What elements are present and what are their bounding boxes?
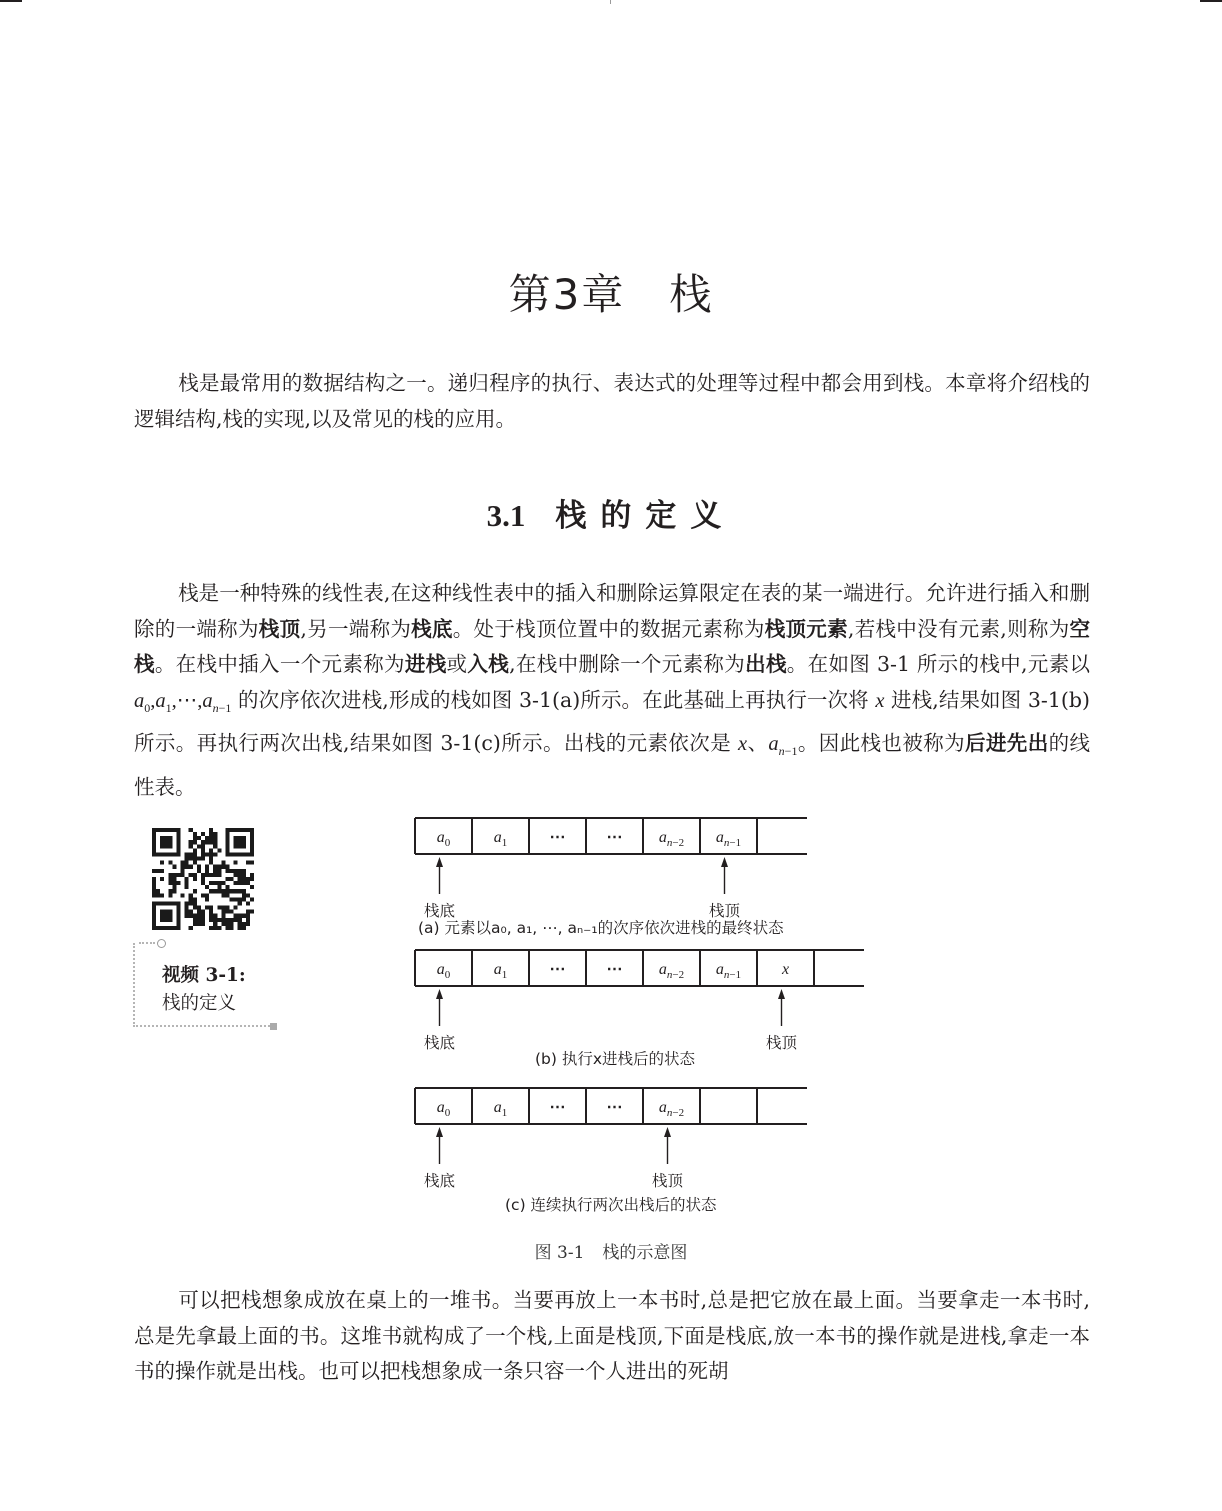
crop-mark-left	[0, 0, 22, 2]
stack-cell-label: ⋯	[549, 961, 566, 978]
divider	[139, 942, 155, 944]
text-run: 。在如图 3-1 所示的栈中,元素以	[786, 652, 1091, 676]
video-title: 栈的定义	[162, 993, 237, 1014]
stack-bottom-arrow-head	[436, 1127, 443, 1137]
text-run: ,在栈中删除一个元素称为	[509, 652, 746, 676]
figure-number: 图 3-1	[534, 1243, 585, 1263]
qr-code-icon[interactable]	[152, 828, 254, 930]
stack-cell-label: $a_1$	[493, 961, 508, 981]
text-run: 的线性表。	[134, 731, 1091, 799]
term-pop: 出栈	[745, 652, 787, 676]
decorative-dot	[157, 939, 166, 948]
intro-paragraph	[134, 366, 1090, 437]
stack-cell-label: $a_0$	[436, 829, 451, 849]
term-lifo: 后进先出	[965, 731, 1049, 756]
section-name: 栈的定义	[555, 498, 736, 534]
chapter-title	[0, 262, 1222, 322]
text-run: 进栈,结果如图 3-1(b)所示。再执行两次出栈,结果如图 3-1(c)所示。出栈的元素依次是	[134, 687, 1090, 756]
term-top-element: 栈顶元素	[764, 616, 848, 641]
stack-bottom-label: 栈底	[423, 1172, 456, 1190]
math-x: x	[875, 689, 885, 712]
stack-cell-label: x	[781, 961, 790, 978]
stack-bottom-arrow-head	[436, 857, 443, 867]
video-label: 视频 3-1:	[162, 965, 246, 986]
chapter-name: 栈	[669, 270, 714, 319]
stack-cell-label: ⋯	[606, 829, 623, 846]
text-run: 或	[446, 652, 468, 676]
term-push: 进栈	[404, 652, 447, 676]
stack-cell-label: $a_1$	[493, 1099, 508, 1119]
intro-text: 栈是最常用的数据结构之一。递归程序的执行、表达式的处理等过程中都会用到栈。本章将介绍栈的逻辑结构,栈的实现,以及常见的栈的应用。	[134, 371, 1090, 431]
stack-cell-label: $a_{n-1}$	[715, 829, 742, 849]
figure-caption	[0, 1238, 1222, 1263]
text-run: ,若栈中没有元素,则称为	[847, 616, 1070, 641]
stack-top-label: 栈顶	[765, 1034, 798, 1052]
stack-cell-label: ⋯	[549, 829, 566, 846]
term-empty-stack: 空栈	[134, 616, 1090, 676]
term-stack-bottom: 栈底	[411, 616, 453, 641]
term-stack-top: 栈顶	[258, 616, 301, 641]
text-run: 栈是一种特殊的线性表,在这种线性表中的插入和删除运算限定在表的某一端进行。允许进行插入和删除的一端称为	[134, 581, 1090, 641]
decorative-square	[270, 1023, 277, 1030]
stack-bottom-arrow-head	[436, 989, 443, 999]
panel-caption-a: (a) 元素以a₀, a₁, ⋯, aₙ₋₁的次序依次进栈的最终状态	[418, 919, 784, 937]
stack-cell-label: ⋯	[606, 1099, 623, 1116]
video-link-box[interactable]	[133, 943, 273, 1027]
stack-top-arrow-head	[778, 989, 785, 999]
text-run: 。处于栈顶位置中的数据元素称为	[452, 616, 765, 641]
stack-bottom-label: 栈底	[423, 902, 456, 920]
text-run: 。因此栈也被称为	[797, 731, 966, 756]
panel-caption-b: (b) 执行x进栈后的状态	[535, 1050, 696, 1068]
chapter-number: 3	[552, 270, 582, 319]
stack-cell-label: $a_0$	[436, 1099, 451, 1119]
term-push-alt: 入栈	[467, 652, 510, 676]
figure-title: 栈的示意图	[602, 1243, 688, 1263]
analogy-text: 可以把栈想象成放在桌上的一堆书。当要再放上一本书时,总是把它放在最上面。当要拿走一本书时,总是先拿最上面的书。这堆书就构成了一个栈,上面是栈顶,下面是栈底,放一本书的操作就是进栈,拿走一本书的操作就是出栈。也可以把栈想象成一条只容一个人进出的死胡	[134, 1288, 1090, 1383]
stack-cell-label: $a_{n-1}$	[715, 961, 742, 981]
analogy-paragraph	[134, 1283, 1090, 1390]
text-run: 、	[747, 731, 769, 756]
text-run: 的次序依次进栈,形成的栈如图 3-1(a)所示。在此基础上再执行一次将	[231, 687, 876, 712]
section-number: 3.1	[486, 498, 526, 533]
panel-caption-c: (c) 连续执行两次出栈后的状态	[505, 1196, 717, 1214]
chapter-prefix: 第	[508, 270, 553, 319]
math-x-2: x	[738, 733, 748, 756]
stack-cell-label: $a_{n-2}$	[658, 829, 685, 849]
stack-cell-label: $a_{n-2}$	[658, 1099, 685, 1119]
stack-cell-label: $a_0$	[436, 961, 451, 981]
stack-cell-label: $a_1$	[493, 829, 508, 849]
section-title	[0, 490, 1222, 535]
math-a-n-1: $a_{n-1}$	[768, 733, 798, 759]
math-sequence: $a_0,a_1,\cdots,a_{n-1}$	[134, 689, 232, 715]
stack-cell-label: ⋯	[606, 961, 623, 978]
crop-mark-center	[610, 0, 611, 4]
stack-cell-label: $a_{n-2}$	[658, 961, 685, 981]
stack-top-arrow-head	[721, 857, 728, 867]
chapter-suffix: 章	[581, 270, 626, 319]
stack-cell-label: ⋯	[549, 1099, 566, 1116]
stack-top-arrow-head	[664, 1127, 671, 1137]
stack-diagram	[400, 810, 870, 1220]
stack-bottom-label: 栈底	[423, 1034, 456, 1052]
stack-top-label: 栈顶	[708, 902, 741, 920]
definition-paragraph	[134, 576, 1090, 805]
stack-top-label: 栈顶	[651, 1172, 684, 1190]
crop-mark-right	[1200, 0, 1222, 2]
text-run: ,另一端称为	[300, 616, 412, 641]
text-run: 。在栈中插入一个元素称为	[154, 652, 405, 676]
